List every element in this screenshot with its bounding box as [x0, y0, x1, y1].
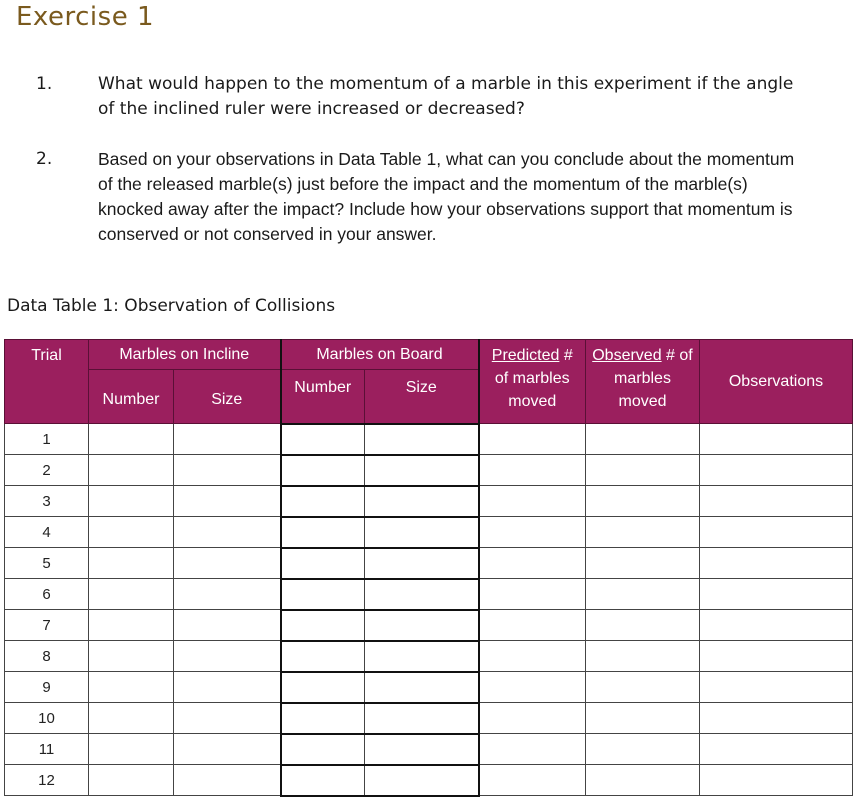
table-cell[interactable]: [479, 672, 586, 703]
table-cell[interactable]: [479, 455, 586, 486]
table-cell[interactable]: [479, 734, 586, 765]
table-row: [5, 455, 853, 486]
table-cell[interactable]: [700, 765, 853, 796]
table-cell[interactable]: [365, 579, 479, 610]
header-board-size: Size: [365, 370, 479, 424]
data-table: [4, 339, 853, 797]
table-cell[interactable]: [89, 486, 174, 517]
table-row: [5, 579, 853, 610]
table-cell[interactable]: [174, 424, 281, 455]
trial-number: 10: [5, 703, 89, 734]
question-number: 2.: [36, 149, 53, 169]
table-cell[interactable]: [174, 672, 281, 703]
table-cell[interactable]: [174, 548, 281, 579]
table-cell[interactable]: [89, 734, 174, 765]
table-cell[interactable]: [174, 517, 281, 548]
table-row: [5, 486, 853, 517]
trial-number: 9: [5, 672, 89, 703]
table-cell[interactable]: [586, 455, 700, 486]
trial-number: 11: [5, 734, 89, 765]
question-number: 1.: [36, 74, 53, 94]
table-cell[interactable]: [700, 610, 853, 641]
table-cell[interactable]: [700, 548, 853, 579]
table-cell[interactable]: [586, 486, 700, 517]
table-row: [5, 424, 853, 455]
trial-number: 8: [5, 641, 89, 672]
table-cell[interactable]: [586, 548, 700, 579]
table-row: [5, 548, 853, 579]
header-observed-underlined: Observed: [592, 347, 662, 364]
table-cell[interactable]: [586, 579, 700, 610]
header-trial: Trial: [5, 340, 89, 424]
table-cell[interactable]: [281, 734, 365, 765]
header-incline-size: Size: [174, 370, 281, 424]
trial-number: 4: [5, 517, 89, 548]
table-cell[interactable]: [479, 765, 586, 796]
table-cell[interactable]: [281, 765, 365, 796]
table-cell[interactable]: [700, 703, 853, 734]
table-cell[interactable]: [174, 455, 281, 486]
table-cell[interactable]: [174, 610, 281, 641]
table-cell[interactable]: [479, 424, 586, 455]
page-title: Exercise 1: [16, 2, 154, 32]
table-cell[interactable]: [479, 579, 586, 610]
table-cell[interactable]: [586, 641, 700, 672]
table-row: [5, 641, 853, 672]
table-cell[interactable]: [174, 579, 281, 610]
table-cell[interactable]: [89, 455, 174, 486]
table-cell[interactable]: [479, 548, 586, 579]
table-cell[interactable]: [174, 734, 281, 765]
table-cell[interactable]: [700, 424, 853, 455]
table-cell[interactable]: [586, 517, 700, 548]
table-cell[interactable]: [281, 610, 365, 641]
table-cell[interactable]: [365, 610, 479, 641]
header-incline-number: Number: [89, 370, 174, 424]
table-cell[interactable]: [281, 672, 365, 703]
table-cell[interactable]: [89, 579, 174, 610]
table-cell[interactable]: [89, 765, 174, 796]
table-cell[interactable]: [281, 455, 365, 486]
table-cell[interactable]: [365, 765, 479, 796]
header-observed-line2: marbles: [614, 370, 671, 387]
table-cell[interactable]: [281, 641, 365, 672]
table-cell[interactable]: [700, 579, 853, 610]
header-predicted: [479, 340, 586, 424]
header-predicted-line3: moved: [508, 393, 557, 410]
table-cell[interactable]: [700, 734, 853, 765]
trial-number: 12: [5, 765, 89, 796]
table-cell[interactable]: [89, 672, 174, 703]
trial-number: 3: [5, 486, 89, 517]
table-row: [5, 703, 853, 734]
table-cell[interactable]: [365, 703, 479, 734]
table-row: [5, 517, 853, 548]
trial-number: 1: [5, 424, 89, 455]
table-cell[interactable]: [479, 641, 586, 672]
header-predicted-hash: #: [559, 347, 573, 364]
table-cell[interactable]: [586, 424, 700, 455]
trial-number: 6: [5, 579, 89, 610]
table-cell[interactable]: [365, 641, 479, 672]
header-marbles-on-board: Marbles on Board: [281, 340, 479, 370]
header-observed-line3: moved: [618, 393, 667, 410]
table-cell[interactable]: [365, 672, 479, 703]
table-cell[interactable]: [479, 703, 586, 734]
table-cell[interactable]: [700, 455, 853, 486]
header-observations: Observations: [700, 340, 853, 424]
table-cell[interactable]: [700, 517, 853, 548]
table-cell[interactable]: [365, 455, 479, 486]
table-cell[interactable]: [89, 424, 174, 455]
table-cell[interactable]: [174, 486, 281, 517]
table-cell[interactable]: [586, 765, 700, 796]
table-cell[interactable]: [281, 579, 365, 610]
table-cell[interactable]: [365, 548, 479, 579]
header-row-top: [5, 340, 853, 370]
table-cell[interactable]: [89, 517, 174, 548]
table-cell[interactable]: [174, 765, 281, 796]
table-cell[interactable]: [479, 610, 586, 641]
table-body: [5, 424, 853, 796]
table-cell[interactable]: [281, 548, 365, 579]
table-cell[interactable]: [365, 734, 479, 765]
table-cell[interactable]: [89, 610, 174, 641]
table-cell[interactable]: [89, 703, 174, 734]
table-cell[interactable]: [479, 517, 586, 548]
table-cell[interactable]: [479, 486, 586, 517]
header-board-number: Number: [281, 370, 365, 424]
table-row: [5, 610, 853, 641]
header-observed-hash: # of: [661, 347, 693, 364]
table-cell[interactable]: [700, 641, 853, 672]
table-cell[interactable]: [365, 486, 479, 517]
table-cell[interactable]: [281, 703, 365, 734]
table-cell[interactable]: [365, 424, 479, 455]
table-cell[interactable]: [700, 672, 853, 703]
header-predicted-underlined: Predicted: [491, 347, 560, 364]
table-cell[interactable]: [700, 486, 853, 517]
table-row: [5, 672, 853, 703]
table-cell[interactable]: [89, 641, 174, 672]
table-row: [5, 734, 853, 765]
header-marbles-on-incline: Marbles on Incline: [89, 340, 281, 370]
question-text: What would happen to the momentum of a marble in this experiment if the angle of the inclined ruler were increased or decreased?: [98, 74, 794, 119]
table-cell[interactable]: [586, 703, 700, 734]
table-caption: Data Table 1: Observation of Collisions: [7, 296, 336, 316]
table-cell[interactable]: [586, 610, 700, 641]
table-cell[interactable]: [281, 517, 365, 548]
table-cell[interactable]: [281, 486, 365, 517]
trial-number: 5: [5, 548, 89, 579]
table-cell[interactable]: [174, 703, 281, 734]
trial-number: 7: [5, 610, 89, 641]
header-predicted-line2: of marbles: [494, 370, 570, 387]
trial-number: 2: [5, 455, 89, 486]
table-cell[interactable]: [586, 672, 700, 703]
table-cell[interactable]: [586, 734, 700, 765]
table-cell[interactable]: [89, 548, 174, 579]
header-observed: [586, 340, 700, 424]
question-text: Based on your observations in Data Table 1, what can you conclude about the momentum of the released marble(s) just before the impact and the momentum of the marble(s) knocked away after the impact? Include how your observations support that momentum is conserved or not conserved in your answer.: [98, 149, 795, 244]
table-cell[interactable]: [365, 517, 479, 548]
table-row: [5, 765, 853, 796]
table-cell[interactable]: [281, 424, 365, 455]
table-cell[interactable]: [174, 641, 281, 672]
